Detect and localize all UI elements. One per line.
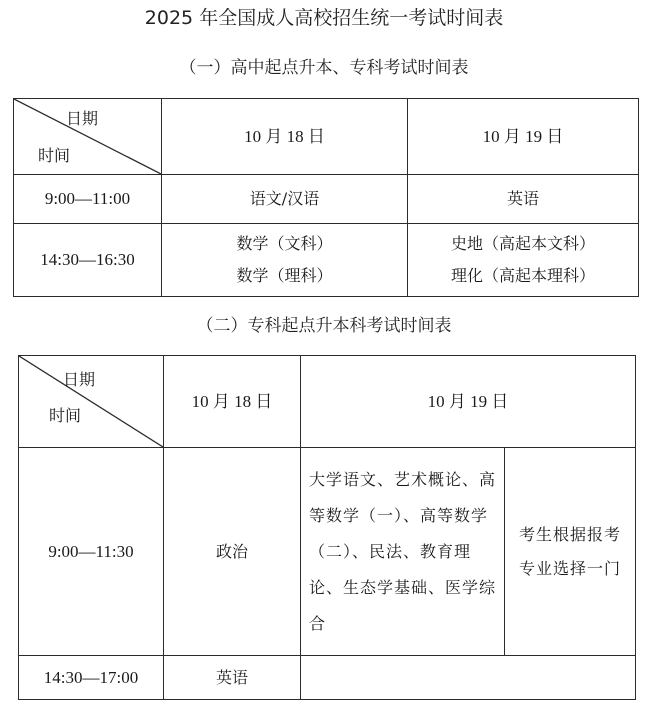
table1-day2-header: 10 月 19 日 <box>408 99 639 175</box>
section2-title: （二）专科起点升本科考试时间表 <box>196 316 452 336</box>
table1-corner-cell <box>14 99 162 175</box>
table-row <box>19 448 636 656</box>
table2-subject-list-cell: 大学语文、艺术概论、高等数学（一）、高等数学（二）、民法、教育理论、生态学基础、医学综合 <box>301 448 505 656</box>
table2-time-cell: 14:30—17:00 <box>19 656 164 700</box>
schedule-table-2 <box>18 355 636 700</box>
table2-empty-cell <box>301 656 636 700</box>
section1-title: （一）高中起点升本、专科考试时间表 <box>179 58 469 78</box>
corner-time-label: 时间 <box>38 146 71 165</box>
table1-subject-cell <box>408 224 639 297</box>
table2-time-cell: 9:00—11:30 <box>19 448 164 656</box>
table1-subject-cell <box>408 175 639 224</box>
subject-line: 数学（理科） <box>236 266 333 285</box>
table1-subject-cell <box>162 175 408 224</box>
table-row <box>14 175 639 224</box>
corner-time-label: 时间 <box>49 406 82 425</box>
subject-line: 语文/汉语 <box>249 189 320 208</box>
table1-subject-cell <box>162 224 408 297</box>
table2-note-cell: 考生根据报考专业选择一门 <box>505 448 636 656</box>
table-row <box>19 656 636 700</box>
subject-line: 数学（文科） <box>236 234 333 253</box>
subject-line: 英语 <box>506 189 539 208</box>
table2-day1-header: 10 月 18 日 <box>164 356 301 448</box>
table2-subject-cell: 政治 <box>164 448 301 656</box>
table1-day1-header: 10 月 18 日 <box>162 99 408 175</box>
table2-header-row <box>19 356 636 448</box>
table2-day2-header: 10 月 19 日 <box>301 356 636 448</box>
table1-time-cell: 14:30—16:30 <box>14 224 162 297</box>
table2-subject-cell: 英语 <box>164 656 301 700</box>
subject-line: 史地（高起本文科） <box>450 234 595 253</box>
table-row <box>14 224 639 297</box>
table1-header-row <box>14 99 639 175</box>
table2-corner-cell <box>19 356 164 448</box>
corner-date-label: 日期 <box>66 109 99 128</box>
corner-date-label: 日期 <box>63 370 96 389</box>
page-title: 2025 年全国成人高校招生统一考试时间表 <box>144 7 504 29</box>
table1-time-cell: 9:00—11:00 <box>14 175 162 224</box>
subject-line: 理化（高起本理科） <box>450 266 595 285</box>
schedule-table-1 <box>13 98 639 297</box>
